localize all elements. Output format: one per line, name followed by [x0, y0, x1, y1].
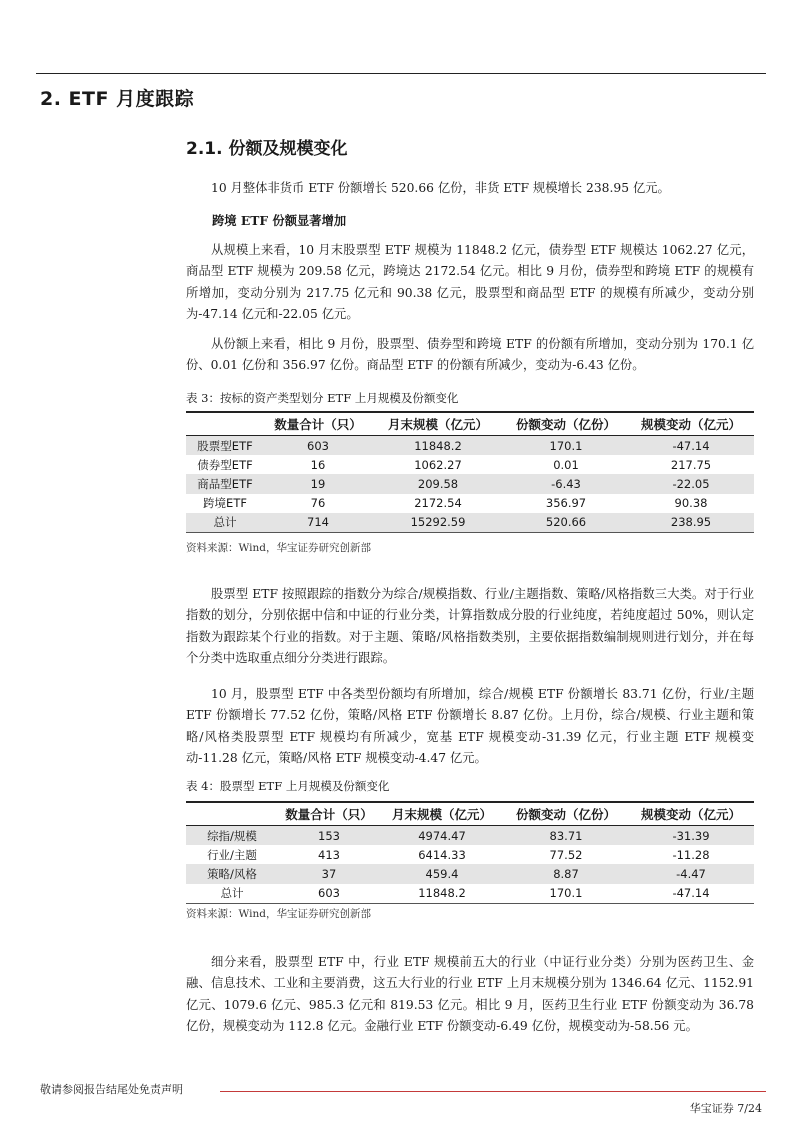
table-cell: 0.01: [553, 457, 579, 472]
table-cell: 19: [264, 474, 372, 493]
table-cell: 356.97: [545, 496, 587, 511]
table-cell: 总计: [186, 513, 264, 533]
footer-rule: [220, 1091, 766, 1092]
table-row: [186, 494, 754, 513]
scale-paragraph: 从规模上来看，10 月末股票型 ETF 规模为 11848.2 亿元，债券型 ETF 规模达 1062.27 亿元，商品型 ETF 规模为 209.58 亿元，跨境达 2172.54 亿元。相比 9 月份，债券型和跨境 ETF 的规模有所增加，变动分别为 217.75 亿元和 90.38 亿元，股票型和商品型 ETF 的规模有所减少，变动分别为-47.14 亿元和-22.05 亿元。: [186, 243, 754, 322]
table4-header: 规模变动（亿元）: [628, 802, 754, 826]
table-row: [186, 474, 754, 493]
table-cell: 策略/风格: [186, 864, 278, 883]
table-cell: 77.52: [549, 847, 583, 862]
table-cell: 459.4: [380, 864, 504, 883]
table4-header: [186, 802, 278, 826]
table-cell: 170.1: [504, 884, 628, 904]
table4-caption: 表 4：股票型 ETF 上月规模及份额变化: [186, 779, 390, 793]
table4-header-row: [186, 802, 754, 826]
table-cell: 16: [310, 457, 326, 472]
table-cell: 11848.2: [372, 436, 504, 456]
table-cell: 6414.33: [418, 847, 466, 862]
table-cell: 2172.54: [414, 496, 462, 511]
table-cell: -22.05: [628, 474, 754, 493]
table-row: [186, 436, 754, 456]
table4-header: 数量合计（只）: [278, 802, 380, 826]
table-cell: 153: [278, 826, 380, 846]
table-cell: 跨境ETF: [203, 496, 247, 511]
table-cell: 15292.59: [372, 513, 504, 533]
table-cell: -11.28: [672, 847, 710, 862]
intro-paragraph: 10 月整体非货币 ETF 份额增长 520.66 亿份，非货 ETF 规模增长 238.95 亿元。: [211, 181, 670, 195]
table-cell: 行业/主题: [207, 847, 257, 862]
table-cell: 217.75: [670, 457, 712, 472]
table4: [186, 801, 754, 904]
table3-header: 数量合计（只）: [264, 412, 372, 436]
footer-disclaimer: 敬请参阅报告结尾处免责声明: [40, 1083, 183, 1096]
header-rule: [36, 73, 766, 74]
table-cell: 90.38: [674, 496, 708, 511]
table-row: [186, 455, 754, 474]
table3-header: [186, 412, 264, 436]
share-paragraph: 从份额上来看，相比 9 月份，股票型、债券型和跨境 ETF 的份额有所增加，变动分别为 170.1 亿份、0.01 亿份和 356.97 亿份。商品型 ETF 的份额有所减少，变动为-6.43 亿份。: [186, 337, 754, 373]
table-cell: 8.87: [504, 864, 628, 883]
table-row: [186, 826, 754, 846]
october-paragraph: 10 月，股票型 ETF 中各类型份额均有所增加，综合/规模 ETF 份额增长 83.71 亿份，行业/主题 ETF 份额增长 77.52 亿份，策略/风格 ETF 份额增长 8.87 亿份。上月份，综合/规模、行业主题和策略/风格类股票型 ETF 规模均有所减少，宽基 ETF 规模变动-31.39 亿元，行业主题 ETF 规模变动-11.28 亿元，策略/风格 ETF 规模变动-4.47 亿元。: [186, 687, 754, 766]
table-cell: 520.66: [504, 513, 628, 533]
footer-page-number: 华宝证券 7/24: [689, 1102, 762, 1115]
table-row-total: [186, 513, 754, 533]
section-title: 2. ETF 月度跟踪: [40, 88, 195, 110]
table3: [186, 411, 754, 533]
table-cell: -47.14: [628, 436, 754, 456]
table3-header-row: [186, 412, 754, 436]
table3-caption: 表 3：按标的资产类型划分 ETF 上月规模及份额变化: [186, 391, 459, 405]
table4-header: 月末规模（亿元）: [380, 802, 504, 826]
table-cell: 商品型ETF: [186, 474, 264, 493]
table-cell: 76: [310, 496, 326, 511]
table-cell: 37: [278, 864, 380, 883]
table-cell: 11848.2: [380, 884, 504, 904]
table-cell: 总计: [186, 884, 278, 904]
table-cell: 83.71: [504, 826, 628, 846]
table-cell: 714: [264, 513, 372, 533]
table4-source: 资料来源：Wind，华宝证券研究创新部: [186, 908, 371, 920]
table-cell: -47.14: [628, 884, 754, 904]
table-row: [186, 845, 754, 864]
table-cell: 债券型ETF: [197, 457, 253, 472]
table-cell: -6.43: [504, 474, 628, 493]
detail-paragraph: 细分来看，股票型 ETF 中，行业 ETF 规模前五大的行业（中证行业分类）分别为医药卫生、金融、信息技术、工业和主要消费，这五大行业的行业 ETF 上月末规模分别为 1346.64 亿元、1152.91 亿元、1079.6 亿元、985.3 亿元和 819.53 亿元。相比 9 月，医药卫生行业 ETF 份额变动为 36.78 亿份，规模变动为 112.8 亿元。金融行业 ETF 份额变动-6.49 亿份，规模变动为-58.56 元。: [186, 955, 754, 1034]
table3-header: 份额变动（亿份）: [504, 412, 628, 436]
table3-source: 资料来源：Wind，华宝证券研究创新部: [186, 542, 371, 554]
table-cell: 1062.27: [414, 457, 462, 472]
table-cell: 603: [278, 884, 380, 904]
table-cell: 238.95: [628, 513, 754, 533]
subsection-title: 2.1. 份额及规模变化: [186, 139, 348, 159]
table-cell: 603: [264, 436, 372, 456]
table-cell: 209.58: [372, 474, 504, 493]
table4-header: 份额变动（亿份）: [504, 802, 628, 826]
table-row: [186, 864, 754, 883]
table-row-total: [186, 884, 754, 904]
table3-header: 规模变动（亿元）: [628, 412, 754, 436]
table-cell: 股票型ETF: [186, 436, 264, 456]
stock-class-paragraph: 股票型 ETF 按照跟踪的指数分为综合/规模指数、行业/主题指数、策略/风格指数三大类。对于行业指数的划分，分别依据中信和中证的行业分类，计算指数成分股的行业纯度，若纯度超过 50%，则认定指数为跟踪某个行业的指数。对于主题、策略/风格指数类别，主要依据指数编制规则进行划分，并在每个分类中选取重点细分分类进行跟踪。: [186, 587, 754, 666]
table-cell: 413: [318, 847, 340, 862]
subheading: 跨境 ETF 份额显著增加: [212, 213, 347, 228]
table-cell: 170.1: [504, 436, 628, 456]
table-cell: 4974.47: [380, 826, 504, 846]
table-cell: 综指/规模: [186, 826, 278, 846]
table-cell: -31.39: [628, 826, 754, 846]
table-cell: -4.47: [628, 864, 754, 883]
table3-header: 月末规模（亿元）: [372, 412, 504, 436]
